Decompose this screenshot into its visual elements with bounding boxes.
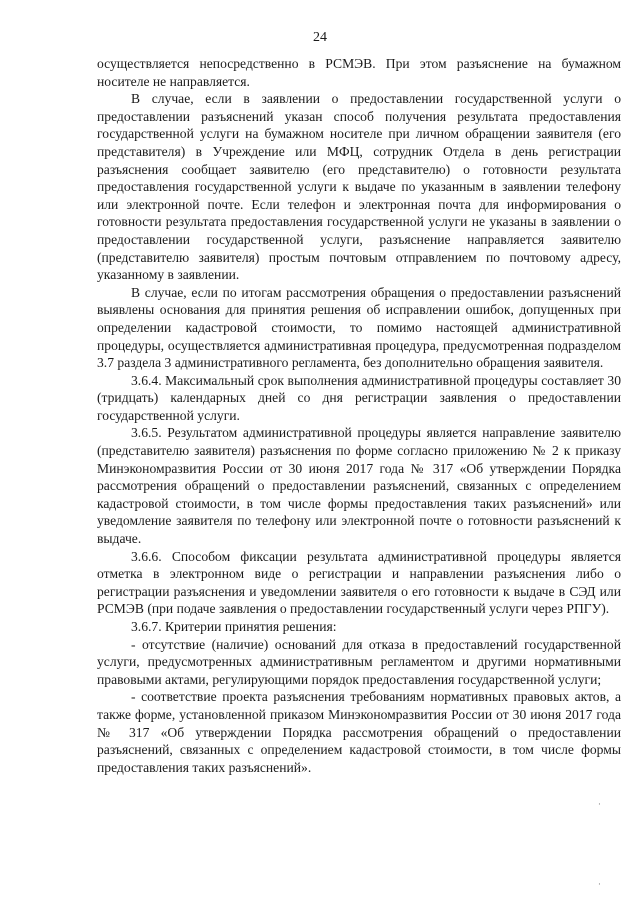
paragraph-3-6-6: 3.6.6. Способом фиксации результата административной процедуры является отметка в электронном виде о регистрации и направлении разъяснения либо о регистрации разъяснения и уведомлении заявителя о его готовности к выдаче в СЭД или РСМЭВ (при подаче заявления о предоставлении государственный услуги через РПГУ).	[97, 548, 621, 617]
scan-artifact-dot: ·	[598, 880, 601, 890]
paragraph-3-6-5: 3.6.5. Результатом административной процедуры является направление заявителю (представителю заявителя) разъяснения по форме согласно приложению № 2 к приказу Минэкономразвития России от 30 июня 2017 года № 317 «Об утверждении Порядка рассмотрения обращений о предоставлении разъяснений, связанных с определением кадастровой стоимости, в том числе формы предоставления таких разъяснений» или уведомление заявителя по телефону или электронной почте о готовности разъяснений к выдаче.	[97, 425, 621, 547]
paragraph-3: В случае, если по итогам рассмотрения обращения о предоставлении разъяснений выявлены основания для принятия решения об исправлении ошибок, допущенных при определении кадастровой стоимости, то помимо настоящей административной процедуры, осуществляется административная процедура, предусмотренная подразделом 3.7 раздела 3 административного регламента, без дополнительно обращения заявителя.	[97, 284, 621, 371]
body-text	[97, 55, 621, 776]
paragraph-3-6-7: 3.6.7. Критерии принятия решения:	[131, 619, 337, 634]
criteria-item-2: - соответствие проекта разъяснения требованиям нормативных правовых актов, а также форме, установленной приказом Минэкономразвития России от 30 июня 2017 года № 317 «Об утверждении Порядка рассмотрения обращений о предоставлении разъяснений, связанных с определением кадастровой стоимости, в том числе формы предоставления таких разъяснений».	[97, 689, 621, 775]
paragraph-2: В случае, если в заявлении о предоставлении государственной услуги о предоставлении разъяснений указан способ получения результата предоставления государственной услуги на бумажном носителе при личном обращении заявителя (его представителя) в Учреждение или МФЦ, сотрудник Отдела в день регистрации разъяснения сообщает заявителю (его представителю) о готовности результата предоставления государственной услуги к выдаче по указанным в заявлении телефону или электронной почте. Если телефон и электронная почта для информирования о готовности результата предоставления государственной услуги не указаны в заявлении о предоставлении государственной услуги, разъяснение направляется заявителю (представителю заявителя) простым почтовым отправлением по почтовому адресу, указанному в заявлении.	[97, 91, 621, 283]
scan-artifact-dot: ·	[598, 800, 601, 810]
paragraph-1: осуществляется непосредственно в РСМЭВ. При этом разъяснение на бумажном носителе не направляется.	[97, 56, 621, 89]
criteria-item-1: - отсутствие (наличие) оснований для отказа в предоставлений государственной услуги, предусмотренных административным регламентом и другими нормативными правовыми актами, регулирующими порядок предоставления государственной услуги;	[97, 636, 621, 687]
paragraph-3-6-4: 3.6.4. Максимальный срок выполнения административной процедуры составляет 30 (тридцать) календарных дней со дня регистрации заявления о предоставлении государственной услуги.	[97, 372, 621, 423]
page-number: 24	[313, 30, 327, 45]
